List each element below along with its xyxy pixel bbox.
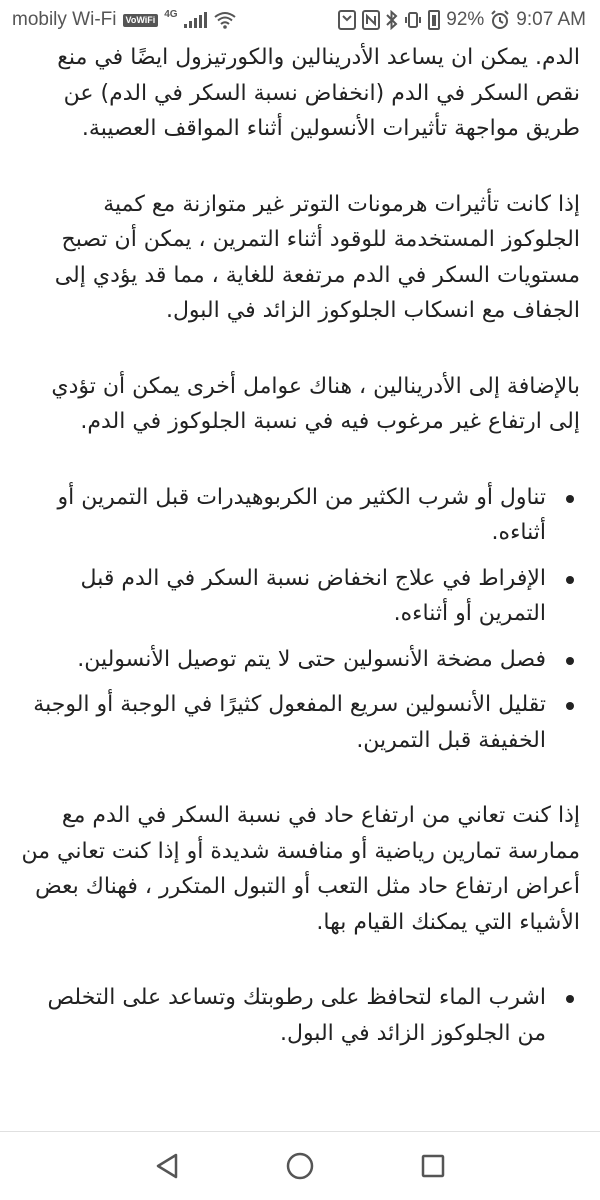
home-icon — [285, 1151, 315, 1181]
home-button[interactable] — [270, 1136, 330, 1196]
wifi-icon — [213, 11, 237, 29]
clock-time: 9:07 AM — [516, 9, 586, 30]
back-icon — [154, 1152, 180, 1180]
article-paragraph: بالإضافة إلى الأدرينالين ، هناك عوامل أخرى يمكن أن تؤدي إلى ارتفاع غير مرغوب فيه في نسبة الجلوكوز في الدم. — [51, 373, 580, 434]
status-right — [338, 9, 586, 31]
article-paragraph: إذا كانت تأثيرات هرمونات التوتر غير متوازنة مع كمية الجلوكوز المستخدمة للوقود أثناء التمرين ، يمكن أن تصبح مستويات السكر في الدم مرتفعة للغاية ، مما قد يؤدي إلى الجفاف مع انسكاب الجلوكوز الزائد في البول. — [54, 191, 580, 323]
bullet-list — [20, 980, 580, 1051]
recents-icon — [420, 1153, 446, 1179]
navigation-bar — [0, 1132, 600, 1200]
nfc-icon — [362, 10, 380, 30]
alarm-icon — [490, 10, 510, 30]
signal-icon — [184, 12, 207, 28]
article-paragraph: الدم. يمكن ان يساعد الأدرينالين والكورتيزول ايضًا في منع نقص السكر في الدم (انخفاض نسبة السكر في الدم) عن طريق مواجهة تأثيرات الأنسولين أثناء المواقف العصيبة. — [57, 45, 580, 141]
carrier-label: mobily Wi-Fi — [12, 9, 117, 30]
bullet-list — [20, 480, 580, 759]
list-item: الإفراط في علاج انخفاض نسبة السكر في الدم قبل التمرين أو أثناءه. — [20, 561, 546, 632]
vibrate-icon — [404, 11, 422, 29]
vowifi-badge: VoWiFi — [123, 14, 159, 27]
battery-icon — [428, 10, 440, 30]
notification-icon — [338, 10, 356, 30]
list-item: فصل مضخة الأنسولين حتى لا يتم توصيل الأنسولين. — [20, 642, 546, 678]
list-item: تقليل الأنسولين سريع المفعول كثيرًا في الوجبة أو الوجبة الخفيفة قبل التمرين. — [20, 687, 546, 758]
article-content[interactable] — [20, 40, 580, 1130]
article-paragraph: إذا كنت تعاني من ارتفاع حاد في نسبة السكر في الدم مع ممارسة تمارين رياضية أو منافسة شديدة أو إذا كنت تعاني من أعراض ارتفاع حاد مثل التعب أو التبول المتكرر ، فهناك بعض الأشياء التي يمكنك القيام بها. — [21, 803, 580, 935]
status-left — [12, 9, 237, 31]
list-item: اشرب الماء لتحافظ على رطوبتك وتساعد على التخلص من الجلوكوز الزائد في البول. — [20, 980, 546, 1051]
back-button[interactable] — [137, 1136, 197, 1196]
battery-percent: 92% — [446, 9, 485, 30]
status-bar — [0, 0, 600, 40]
bluetooth-icon — [386, 10, 398, 30]
network-type: 4G — [164, 8, 178, 20]
list-item: تناول أو شرب الكثير من الكربوهيدرات قبل التمرين أو أثناءه. — [20, 480, 546, 551]
recents-button[interactable] — [403, 1136, 463, 1196]
